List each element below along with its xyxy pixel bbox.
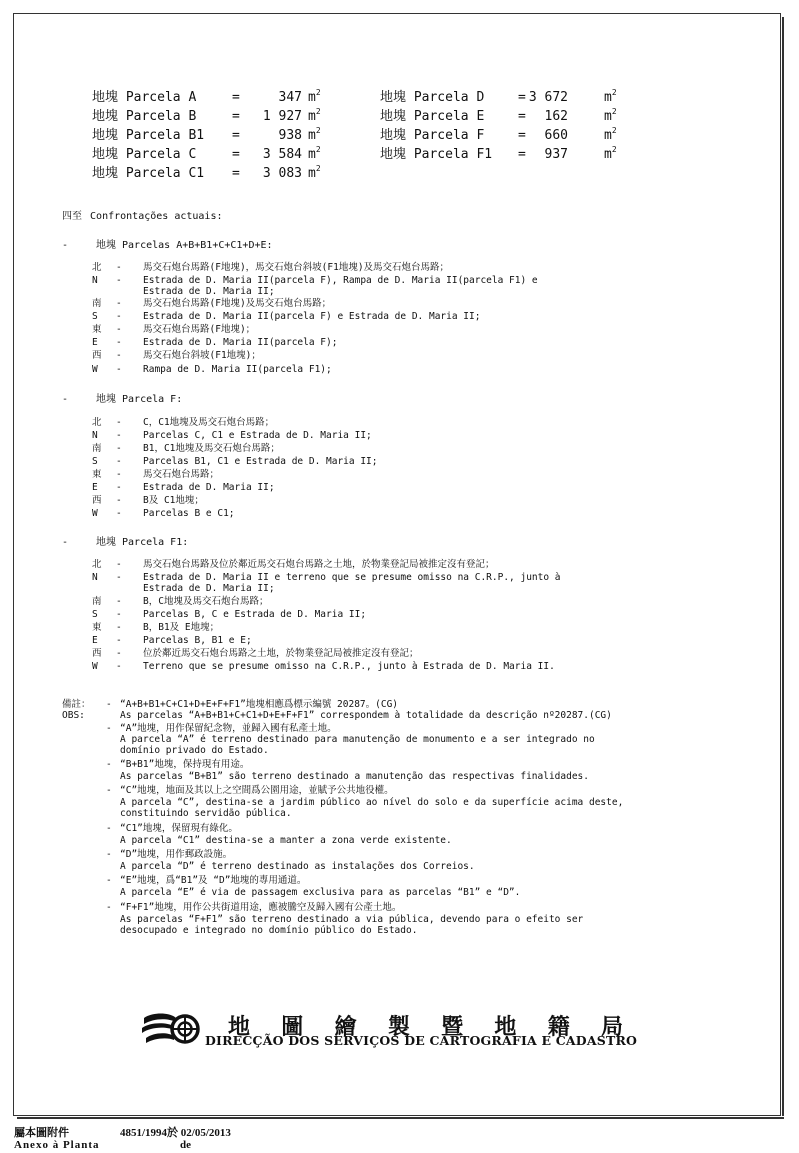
obs-text: As parcelas “B+B1” são terreno destinado a manutenção das respectivas finalidades.: [120, 771, 589, 782]
obs-text: “B+B1”地塊，保持現有用途。: [120, 759, 250, 770]
area-unit: $m^2$: [308, 107, 321, 124]
area-unit: $m^2$: [604, 88, 617, 105]
plot-title: 地塊 Parcela F1:: [96, 537, 189, 548]
area-unit: $m^2$: [308, 145, 321, 162]
equals-sign: =: [518, 90, 526, 105]
parcel-areas-right: [380, 88, 620, 164]
obs-text: “F+F1”地塊，用作公共街道用途，應被騰空及歸入國有公產土地。: [120, 902, 402, 913]
parcel-name: 地塊 Parcela F1: [380, 147, 493, 162]
parcel-name: 地塊 Parcela F: [380, 128, 485, 143]
parcel-areas-left: [92, 88, 332, 183]
equals-sign: =: [232, 128, 240, 143]
section-title-pt: Confrontações actuais:: [90, 211, 223, 222]
obs-text: A parcela “A” é terreno destinado para manutenção de monumento e a ser integrado no: [120, 734, 595, 745]
section-title: [62, 207, 222, 222]
parcel-name: 地塊 Parcela B: [92, 109, 197, 124]
parcel-row: [380, 145, 620, 164]
parcel-name: 地塊 Parcela E: [380, 109, 485, 124]
parcel-area: 938: [278, 128, 302, 143]
parcel-name: 地塊 Parcela C1: [92, 166, 205, 181]
obs-text: A parcela “E” é via de passagem exclusiva para as parcelas “B1” e “D”.: [120, 887, 521, 898]
equals-sign: =: [518, 147, 526, 162]
parcel-area: 347: [278, 90, 302, 105]
parcel-area: 3 672: [528, 90, 568, 105]
parcel-row: [92, 145, 332, 164]
parcel-row: [92, 107, 332, 126]
parcel-row: [380, 126, 620, 145]
area-unit: $m^2$: [604, 126, 617, 143]
obs-text: “C”地塊，地面及其以上之空間爲公園用途，並賦予公共地役權。: [120, 785, 394, 796]
plot-heading: - 地塊 Parcela F1:: [62, 537, 189, 548]
equals-sign: =: [518, 109, 526, 124]
obs-label-cn: 備註：: [62, 699, 91, 710]
organization-name-pt: DIRECÇÃO DOS SERVIÇOS DE CARTOGRAFIA E CADASTRO: [205, 1033, 638, 1048]
parcel-area: 3 584: [262, 147, 302, 162]
annex-label-cn: 屬本圖附件: [14, 1127, 69, 1139]
equals-sign: =: [232, 147, 240, 162]
area-unit: $m^2$: [308, 126, 321, 143]
obs-text: “A+B+B1+C+C1+D+E+F+F1”地塊相應爲標示編號 20287。(CG): [120, 699, 399, 710]
organization-name-cn: 地 圖 繪 製 暨 地 籍 局: [228, 1014, 623, 1040]
obs-text: domínio privado do Estado.: [120, 745, 269, 756]
plot-heading: - 地塊 Parcelas A+B+B1+C+C1+D+E:: [62, 240, 273, 251]
parcel-row: [92, 88, 332, 107]
obs-text: “E”地塊，爲“B1”及 “D”地塊的專用通道。: [120, 875, 307, 886]
obs-text: A parcela “C”, destina-se a jardim público ao nível do solo e da superfície acima deste,: [120, 797, 624, 808]
obs-text: “A”地塊，用作保留紀念物，並歸入國有私產土地。: [120, 723, 337, 734]
equals-sign: =: [232, 109, 240, 124]
obs-text: As parcelas “F+F1” são terreno destinado a via pública, devendo para o efeito ser: [120, 914, 584, 925]
area-unit: $m^2$: [604, 107, 617, 124]
plot-title: 地塊 Parcelas A+B+B1+C+C1+D+E:: [96, 240, 273, 251]
dscc-logo-icon: [140, 1010, 202, 1046]
parcel-row: [380, 107, 620, 126]
obs-text: “D”地塊，用作郵政設施。: [120, 849, 233, 860]
annex-number: 4851/1994於 02/05/2013: [120, 1127, 231, 1139]
parcel-name: 地塊 Parcela C: [92, 147, 197, 162]
page-frame-shadow: [17, 1117, 784, 1119]
obs-text: “C1”地塊，保留現有綠化。: [120, 823, 238, 834]
equals-sign: =: [232, 166, 240, 181]
obs-text: A parcela “C1” destina-se a manter a zona verde existente.: [120, 835, 452, 846]
obs-text: constituindo servidão pública.: [120, 808, 292, 819]
parcel-area: 937: [544, 147, 568, 162]
parcel-area: 1 927: [262, 109, 302, 124]
section-title-cn: 四至: [62, 211, 82, 222]
equals-sign: =: [232, 90, 240, 105]
equals-sign: =: [518, 128, 526, 143]
area-unit: $m^2$: [604, 145, 617, 162]
parcel-area: 162: [544, 109, 568, 124]
obs-text: As parcelas “A+B+B1+C+C1+D+E+F+F1” correspondem à totalidade da descrição nº20287.(CG): [120, 710, 612, 721]
annex-de: de: [180, 1139, 191, 1151]
parcel-name: 地塊 Parcela D: [380, 90, 485, 105]
parcel-row: [92, 164, 332, 183]
parcel-name: 地塊 Parcela B1: [92, 128, 205, 143]
parcel-row: [92, 126, 332, 145]
obs-text: A parcela “D” é terreno destinado as instalações dos Correios.: [120, 861, 475, 872]
plot-title: 地塊 Parcela F:: [96, 394, 183, 405]
parcel-name: 地塊 Parcela A: [92, 90, 197, 105]
annex-label-pt: Anexo à Planta: [14, 1139, 100, 1151]
plot-heading: - 地塊 Parcela F:: [62, 394, 183, 405]
area-unit: $m^2$: [308, 88, 321, 105]
parcel-row: [380, 88, 620, 107]
obs-text: desocupado e integrado no domínio público do Estado.: [120, 925, 418, 936]
parcel-area: 3 083: [262, 166, 302, 181]
obs-label-pt: OBS:: [62, 710, 85, 721]
area-unit: $m^2$: [308, 164, 321, 181]
parcel-area: 660: [544, 128, 568, 143]
